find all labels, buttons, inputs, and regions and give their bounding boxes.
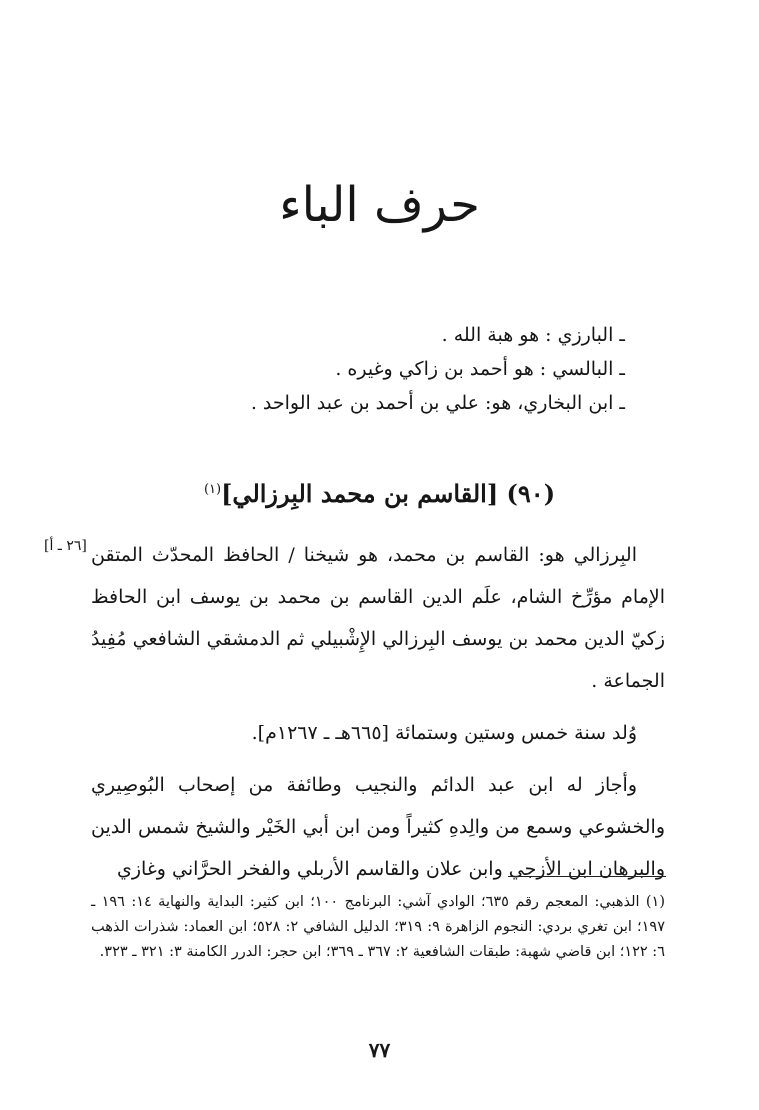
body-paragraph: وُلد سنة خمس وستين وستمائة [٦٦٥هـ ـ ١٢٦٧م].	[251, 722, 637, 744]
body-paragraph: وأجاز له ابن عبد الدائم والنجيب وطائفة من إصحاب البُوصِيري والخشوعي وسمع من والِدهِ كثيراً ومن ابن أبي الخَيْر والشيخ شمس الدين والبرهان ابن الأزجي وابن علان والقاسم الأربلي والفخر الحرَّاني وغازي	[91, 774, 665, 880]
entry-number: (٩٠)	[506, 479, 556, 508]
manuscript-folio-note: [٢٦ ـ أ]	[44, 538, 87, 554]
footnote: (١) الذهبي: المعجم رقم ٦٣٥؛ الوادي آشي: البرنامج ١٠٠؛ ابن كثير: البداية والنهاية ١٤: ١٩٦ ـ ١٩٧؛ ابن تغري بردي: النجوم الزاهرة ٩: ٣١٩؛ الدليل الشافي ٢: ٥٢٨؛ ابن العماد: شذرات الذهب ٦: ١٢٢؛ ابن قاضي شهبة: طبقات الشافعية ٢: ٣٦٧ ـ ٣٦٩؛ ابن حجر: الدرر الكامنة ٣: ٣٢١ ـ ٣٢٣.	[91, 894, 666, 960]
cross-reference-line: ـ البالسي : هو أحمد بن زاكي وغيره .	[335, 358, 625, 380]
entry-body	[91, 534, 665, 890]
page-number: ٧٧	[368, 1038, 391, 1062]
footnote-reference: (١)	[203, 482, 222, 497]
entry-name: [القاسم بن محمد البِرزالي]	[221, 479, 499, 508]
cross-references	[85, 318, 625, 420]
entry-heading	[0, 470, 759, 514]
cross-reference-line: ـ البارزي : هو هبة الله .	[441, 324, 625, 346]
cross-reference-line: ـ ابن البخاري، هو: علي بن أحمد بن عبد الواحد .	[250, 392, 625, 414]
chapter-title: حرف الباء	[279, 177, 480, 233]
body-paragraph: البِرزالي هو: القاسم بن محمد، هو شيخنا / الحافظ المحدّث المتقن الإمام مؤرِّخ الشام، علَم الدين القاسم بن محمد بن يوسف ابن الحافظ زكيّ الدين محمد بن يوسف البِرزالي الإِشْبيلي ثم الدمشقي الشافعي مُفِيدُ الجماعة .	[91, 544, 665, 692]
footnote-divider	[508, 876, 666, 877]
